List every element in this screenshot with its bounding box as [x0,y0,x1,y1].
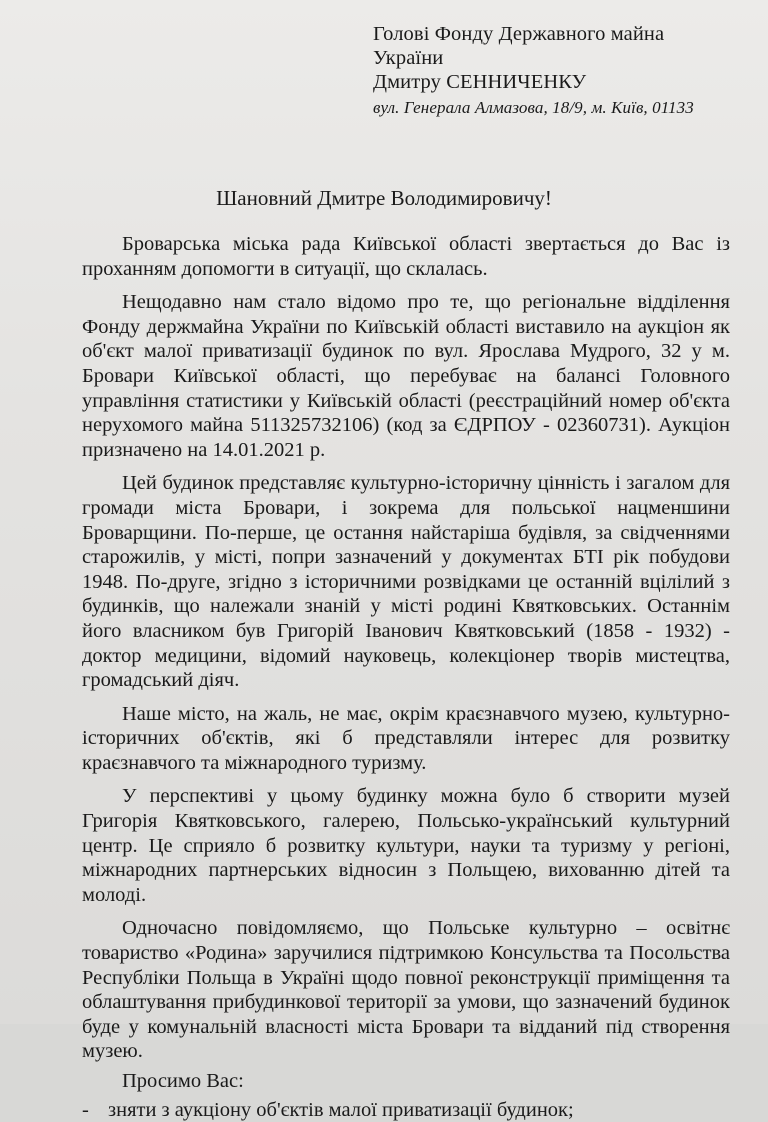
letter-body [82,232,730,1122]
request-item [82,1098,730,1122]
addressee-block [373,22,723,120]
paragraph: Броварська міська рада Київської області звертається до Вас із проханням допомогти в ситуації, що склалась. [82,233,730,280]
request-list [82,1098,730,1122]
list-dash: - [82,1098,89,1121]
paragraph: У перспективі у цьому будинку можна було б створити музей Григорія Квятковського, галерею, Польсько-український культурний центр. Це сприяло б розвитку культури, науки та туризму у регіоні, міжнародних партнерських відносин з Польщею, вихованню дітей та молоді. [82,785,730,906]
paragraph: Нещодавно нам стало відомо про те, що регіональне відділення Фонду держмайна України по Київській області виставило на аукціон як об'єкт малої приватизації будинок по вул. Ярослава Мудрого, 32 у м. Бровари Київської області, що перебуває на балансі Головного управління статистики у Київській області (реєстраційний номер об'єкта нерухомого майна 511325732106) (код за ЄДРПОУ - 02360731). Аукціон призначено на 14.01.2021 р. [82,291,730,461]
paragraph: Наше місто, на жаль, не має, окрім краєзнавчого музею, культурно-історичних об'єктів, які б представляли інтерес для розвитку краєзнавчого та міжнародного туризму. [82,702,730,774]
addressee-word: Фонду [434,23,494,45]
closing-request-intro: Просимо Вас: [122,1070,244,1092]
addressee-word: Державного [498,23,606,45]
addressee-line-2: України [373,47,444,69]
paragraph: Цей будинок представляє культурно-історичну цінність і загалом для громади міста Бровари, і зокрема для польської нацменшини Броварщини. По-перше, це остання найстаріша будівля, за свідченнями старожилів, у місті, попри зазначений у документах БТІ рік побудови 1948. По-друге, згідно з історичними розвідками це останній вцілілий з будинків, що належали знаній у місті родині Квятковських. Останнім його власником був Григорій Іванович Квятковський (1858 - 1932) - доктор медицини, відомий науковець, колекціонер творів мистецтва, громадський діяч. [82,472,730,692]
addressee-address: вул. Генерала Алмазова, 18/9, м. Київ, 01133 [373,98,694,117]
salutation: Шановний Дмитре Володимировичу! [216,186,552,210]
request-text: зняти з аукціону об'єктів малої приватизації будинок; [108,1098,574,1121]
addressee-word: майна [610,23,665,45]
addressee-word: Голові [373,23,430,45]
paragraph: Одночасно повідомляємо, що Польське культурно – освітнє товариство «Родина» заручилися підтримкою Консульства та Посольства Республіки Польща в Україні щодо повної реконструкції приміщення та облаштування прибудинкової території за умови, що зазначений будинок буде у комунальній власності міста Бровари та відданий під створення музею. [82,917,730,1063]
addressee-name: Дмитру СЕННИЧЕНКУ [373,71,587,93]
addressee-line-1 [373,22,723,46]
